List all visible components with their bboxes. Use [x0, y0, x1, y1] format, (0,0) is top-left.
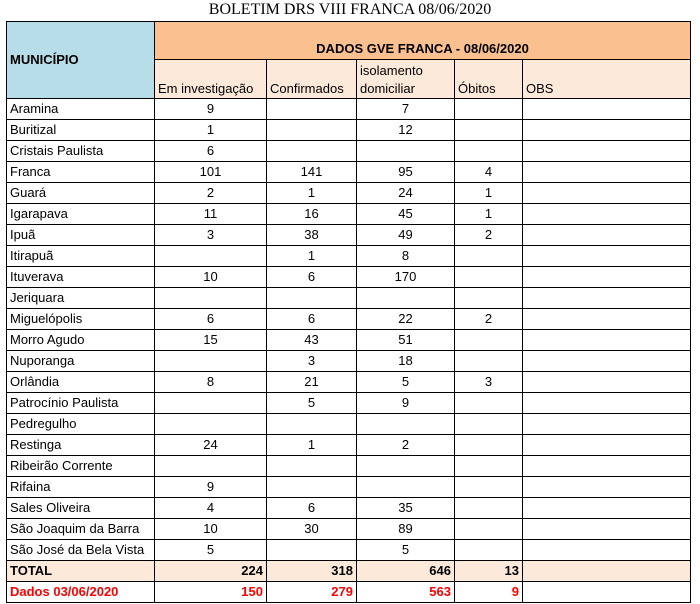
cell-municipio: Cristais Paulista — [7, 141, 155, 162]
cell-investigacao — [155, 456, 267, 477]
table-row — [7, 162, 691, 183]
cell-isolamento: 18 — [357, 351, 455, 372]
cell-investigacao — [155, 393, 267, 414]
previous-data-row — [7, 582, 691, 603]
table-row — [7, 414, 691, 435]
cell-obs — [523, 141, 691, 162]
previous-obitos: 9 — [455, 582, 523, 603]
cell-confirmados: 38 — [267, 225, 357, 246]
cell-municipio: Orlândia — [7, 372, 155, 393]
cell-isolamento: 49 — [357, 225, 455, 246]
table-row — [7, 456, 691, 477]
cell-municipio: Ipuã — [7, 225, 155, 246]
cell-confirmados: 1 — [267, 246, 357, 267]
cell-obitos: 3 — [455, 372, 523, 393]
cell-isolamento: 170 — [357, 267, 455, 288]
cell-confirmados: 6 — [267, 498, 357, 519]
cell-obs — [523, 477, 691, 498]
cell-isolamento: 9 — [357, 393, 455, 414]
cell-confirmados: 141 — [267, 162, 357, 183]
cell-obs — [523, 120, 691, 141]
cell-municipio: Rifaina — [7, 477, 155, 498]
cell-obs — [523, 414, 691, 435]
cell-investigacao: 3 — [155, 225, 267, 246]
cell-investigacao: 10 — [155, 267, 267, 288]
table-row — [7, 309, 691, 330]
cell-municipio: Ribeirão Corrente — [7, 456, 155, 477]
previous-obs — [523, 582, 691, 603]
cell-isolamento — [357, 288, 455, 309]
table-row — [7, 498, 691, 519]
cell-isolamento: 8 — [357, 246, 455, 267]
cell-obs — [523, 330, 691, 351]
cell-investigacao: 11 — [155, 204, 267, 225]
cell-isolamento: 22 — [357, 309, 455, 330]
cell-investigacao: 101 — [155, 162, 267, 183]
previous-confirmados: 279 — [267, 582, 357, 603]
cell-obs — [523, 99, 691, 120]
table-row — [7, 120, 691, 141]
cell-obs — [523, 435, 691, 456]
cell-obs — [523, 540, 691, 561]
cell-confirmados: 3 — [267, 351, 357, 372]
cell-obitos — [455, 540, 523, 561]
cell-investigacao: 8 — [155, 372, 267, 393]
cell-obitos: 1 — [455, 204, 523, 225]
report-title: BOLETIM DRS VIII FRANCA 08/06/2020 — [208, 1, 492, 18]
table-row — [7, 519, 691, 540]
cell-confirmados — [267, 456, 357, 477]
cell-obitos — [455, 141, 523, 162]
cell-investigacao: 6 — [155, 141, 267, 162]
cell-isolamento: 2 — [357, 435, 455, 456]
cell-obs — [523, 498, 691, 519]
cell-obitos — [455, 498, 523, 519]
cell-confirmados: 1 — [267, 435, 357, 456]
table-row — [7, 351, 691, 372]
cell-obitos — [455, 519, 523, 540]
cell-municipio: Itirapuã — [7, 246, 155, 267]
table-row — [7, 204, 691, 225]
total-obitos: 13 — [455, 561, 523, 582]
cell-confirmados: 16 — [267, 204, 357, 225]
cell-obitos: 2 — [455, 309, 523, 330]
cell-obitos: 2 — [455, 225, 523, 246]
cell-municipio: São Joaquim da Barra — [7, 519, 155, 540]
cell-isolamento: 95 — [357, 162, 455, 183]
dados-header: DADOS GVE FRANCA - 08/06/2020 — [155, 22, 691, 60]
table-body — [7, 99, 691, 561]
table-row — [7, 99, 691, 120]
cell-obs — [523, 372, 691, 393]
cell-municipio: Aramina — [7, 99, 155, 120]
cell-confirmados — [267, 414, 357, 435]
table-row — [7, 183, 691, 204]
col-header-investigacao: Em investigação — [155, 60, 267, 99]
cell-confirmados — [267, 540, 357, 561]
table-row — [7, 477, 691, 498]
table-row — [7, 141, 691, 162]
cell-investigacao: 4 — [155, 498, 267, 519]
cell-obs — [523, 204, 691, 225]
total-row — [7, 561, 691, 582]
total-confirmados: 318 — [267, 561, 357, 582]
table-row — [7, 246, 691, 267]
cell-isolamento: 24 — [357, 183, 455, 204]
previous-label: Dados 03/06/2020 — [7, 582, 155, 603]
cell-confirmados: 6 — [267, 309, 357, 330]
cell-investigacao: 6 — [155, 309, 267, 330]
cell-isolamento — [357, 477, 455, 498]
cell-investigacao: 5 — [155, 540, 267, 561]
cell-obitos — [455, 351, 523, 372]
total-investigacao: 224 — [155, 561, 267, 582]
cell-municipio: Pedregulho — [7, 414, 155, 435]
cell-investigacao: 9 — [155, 99, 267, 120]
cell-investigacao — [155, 246, 267, 267]
cell-municipio: São José da Bela Vista — [7, 540, 155, 561]
cell-municipio: Nuporanga — [7, 351, 155, 372]
cell-isolamento — [357, 456, 455, 477]
total-isolamento: 646 — [357, 561, 455, 582]
cell-confirmados — [267, 288, 357, 309]
cell-obitos: 1 — [455, 183, 523, 204]
table-row — [7, 540, 691, 561]
cell-obs — [523, 393, 691, 414]
cell-obs — [523, 288, 691, 309]
col-header-obs: OBS — [523, 60, 691, 99]
cell-obitos — [455, 393, 523, 414]
total-obs — [523, 561, 691, 582]
cell-investigacao: 1 — [155, 120, 267, 141]
cell-investigacao: 9 — [155, 477, 267, 498]
cell-confirmados: 5 — [267, 393, 357, 414]
cell-municipio: Restinga — [7, 435, 155, 456]
table-row — [7, 393, 691, 414]
cell-investigacao: 10 — [155, 519, 267, 540]
cell-obitos — [455, 120, 523, 141]
cell-municipio: Guará — [7, 183, 155, 204]
cell-isolamento: 7 — [357, 99, 455, 120]
cell-obitos — [455, 414, 523, 435]
table-row — [7, 288, 691, 309]
cell-confirmados — [267, 99, 357, 120]
table-row — [7, 330, 691, 351]
cell-investigacao — [155, 288, 267, 309]
total-label: TOTAL — [7, 561, 155, 582]
cell-municipio: Ituverava — [7, 267, 155, 288]
cell-investigacao — [155, 351, 267, 372]
table-row — [7, 435, 691, 456]
cell-confirmados: 30 — [267, 519, 357, 540]
cell-isolamento: 5 — [357, 372, 455, 393]
cell-confirmados: 21 — [267, 372, 357, 393]
previous-isolamento: 563 — [357, 582, 455, 603]
cell-investigacao: 15 — [155, 330, 267, 351]
cases-table — [6, 21, 691, 603]
table-row — [7, 225, 691, 246]
cell-obitos — [455, 330, 523, 351]
cell-confirmados: 6 — [267, 267, 357, 288]
cell-confirmados: 1 — [267, 183, 357, 204]
cell-obitos: 4 — [455, 162, 523, 183]
cell-obs — [523, 183, 691, 204]
cell-isolamento — [357, 414, 455, 435]
cell-investigacao: 2 — [155, 183, 267, 204]
cell-obitos — [455, 435, 523, 456]
cell-confirmados — [267, 141, 357, 162]
cell-confirmados: 43 — [267, 330, 357, 351]
cell-obitos — [455, 99, 523, 120]
cell-investigacao: 24 — [155, 435, 267, 456]
cell-confirmados — [267, 120, 357, 141]
cell-obs — [523, 225, 691, 246]
col-header-confirmados: Confirmados — [267, 60, 357, 99]
cell-isolamento: 51 — [357, 330, 455, 351]
table-row — [7, 267, 691, 288]
cell-isolamento: 5 — [357, 540, 455, 561]
cell-obitos — [455, 267, 523, 288]
cell-obs — [523, 309, 691, 330]
cell-obs — [523, 267, 691, 288]
cell-municipio: Igarapava — [7, 204, 155, 225]
cell-investigacao — [155, 414, 267, 435]
cell-municipio: Franca — [7, 162, 155, 183]
cell-isolamento: 45 — [357, 204, 455, 225]
cell-municipio: Jeriquara — [7, 288, 155, 309]
municipio-header: MUNICÍPIO — [7, 22, 155, 99]
cell-obitos — [455, 477, 523, 498]
cell-obitos — [455, 456, 523, 477]
col-header-isolamento: isolamento domiciliar — [357, 60, 455, 99]
table-row — [7, 372, 691, 393]
cell-municipio: Miguelópolis — [7, 309, 155, 330]
col-header-obitos: Óbitos — [455, 60, 523, 99]
cell-isolamento: 89 — [357, 519, 455, 540]
cell-municipio: Buritizal — [7, 120, 155, 141]
cell-isolamento: 35 — [357, 498, 455, 519]
cell-obitos — [455, 288, 523, 309]
cell-obs — [523, 456, 691, 477]
cell-municipio: Morro Agudo — [7, 330, 155, 351]
cell-obs — [523, 351, 691, 372]
cell-isolamento: 12 — [357, 120, 455, 141]
cell-obs — [523, 246, 691, 267]
cell-obs — [523, 519, 691, 540]
previous-investigacao: 150 — [155, 582, 267, 603]
cell-municipio: Sales Oliveira — [7, 498, 155, 519]
cell-municipio: Patrocínio Paulista — [7, 393, 155, 414]
cell-obs — [523, 162, 691, 183]
cell-isolamento — [357, 141, 455, 162]
group-header-row — [7, 22, 691, 60]
cell-obitos — [455, 246, 523, 267]
cell-confirmados — [267, 477, 357, 498]
